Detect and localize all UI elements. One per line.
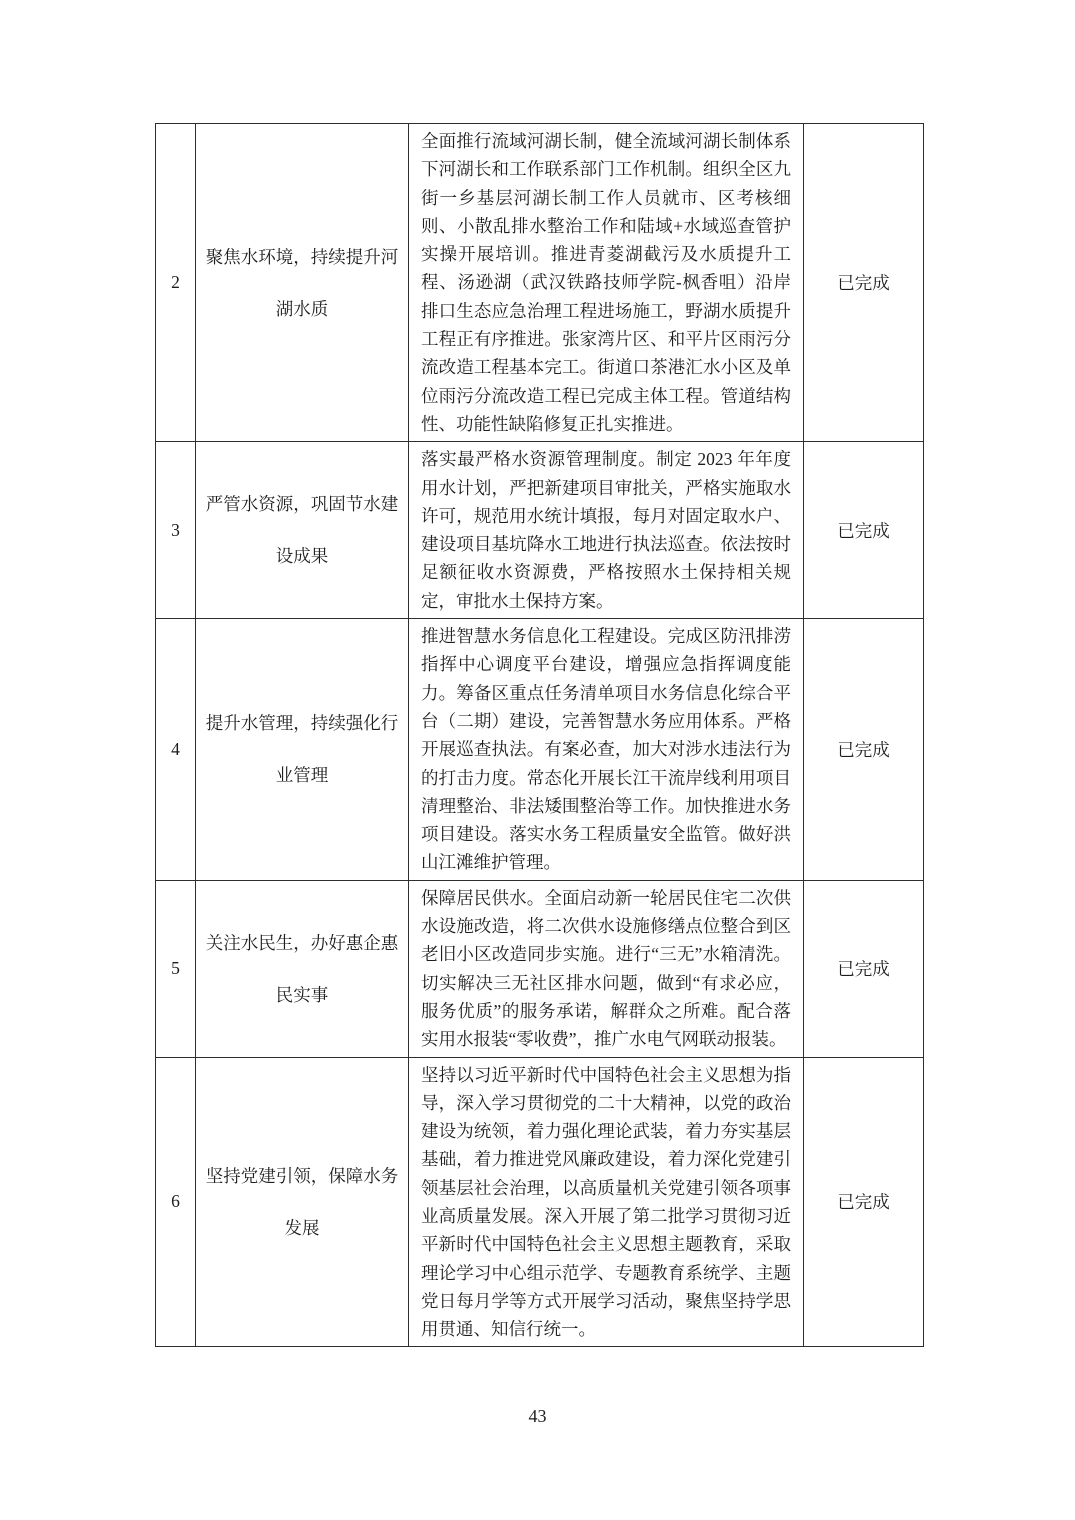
task-detail-cell: 全面推行流域河湖长制，健全流域河湖长制体系下河湖长和工作联系部门工作机制。组织全区九街一乡基层河湖长制工作人员就市、区考核细则、小散乱排水整治工作和陆域+水域巡查管护实操开展培训。推进青菱湖截污及水质提升工程、汤逊湖（武汉铁路技师学院-枫香咀）沿岸排口生态应急治理工程进场施工，野湖水质提升工程正有序推进。张家湾片区、和平片区雨污分流改造工程基本完工。街道口茶港汇水小区及单位雨污分流改造工程已完成主体工程。管道结构性、功能性缺陷修复正扎实推进。 (409, 124, 804, 442)
table-row (156, 880, 924, 1057)
task-title-cell: 坚持党建引领，保障水务发展 (196, 1057, 409, 1347)
status-table (155, 123, 924, 1347)
page-number: 43 (528, 1406, 547, 1426)
status-cell: 已完成 (804, 1057, 924, 1347)
task-title-cell: 关注水民生，办好惠企惠民实事 (196, 880, 409, 1057)
table-row (156, 619, 924, 881)
task-title-cell: 严管水资源，巩固节水建设成果 (196, 442, 409, 619)
row-number-cell: 3 (156, 442, 196, 619)
row-number-cell: 4 (156, 619, 196, 881)
task-detail-cell: 坚持以习近平新时代中国特色社会主义思想为指导，深入学习贯彻党的二十大精神，以党的政治建设为统领，着力强化理论武装，着力夯实基层基础，着力推进党风廉政建设，着力深化党建引领基层社会治理，以高质量机关党建引领各项事业高质量发展。深入开展了第二批学习贯彻习近平新时代中国特色社会主义思想主题教育，采取理论学习中心组示范学、专题教育系统学、主题党日每月学等方式开展学习活动，聚焦坚持学思用贯通、知信行统一。 (409, 1057, 804, 1347)
task-detail-cell: 保障居民供水。全面启动新一轮居民住宅二次供水设施改造，将二次供水设施修缮点位整合到区老旧小区改造同步实施。进行“三无”水箱清洗。切实解决三无社区排水问题，做到“有求必应，服务优质”的服务承诺，解群众之所难。配合落实用水报装“零收费”，推广水电气网联动报装。 (409, 880, 804, 1057)
status-cell: 已完成 (804, 442, 924, 619)
table-row (156, 124, 924, 442)
status-cell: 已完成 (804, 880, 924, 1057)
task-title-cell: 聚焦水环境，持续提升河湖水质 (196, 124, 409, 442)
row-number-cell: 2 (156, 124, 196, 442)
task-detail-cell: 推进智慧水务信息化工程建设。完成区防汛排涝指挥中心调度平台建设，增强应急指挥调度能力。筹备区重点任务清单项目水务信息化综合平台（二期）建设，完善智慧水务应用体系。严格开展巡查执法。有案必查，加大对涉水违法行为的打击力度。常态化开展长江干流岸线利用项目清理整治、非法矮围整治等工作。加快推进水务项目建设。落实水务工程质量安全监管。做好洪山江滩维护管理。 (409, 619, 804, 881)
task-detail-cell: 落实最严格水资源管理制度。制定 2023 年年度用水计划，严把新建项目审批关，严格实施取水许可，规范用水统计填报，每月对固定取水户、建设项目基坑降水工地进行执法巡查。依法按时足额征收水资源费，严格按照水土保持相关规定，审批水土保持方案。 (409, 442, 804, 619)
status-cell: 已完成 (804, 124, 924, 442)
row-number-cell: 5 (156, 880, 196, 1057)
table-row (156, 1057, 924, 1347)
table-row (156, 442, 924, 619)
row-number-cell: 6 (156, 1057, 196, 1347)
task-title-cell: 提升水管理，持续强化行业管理 (196, 619, 409, 881)
status-cell: 已完成 (804, 619, 924, 881)
